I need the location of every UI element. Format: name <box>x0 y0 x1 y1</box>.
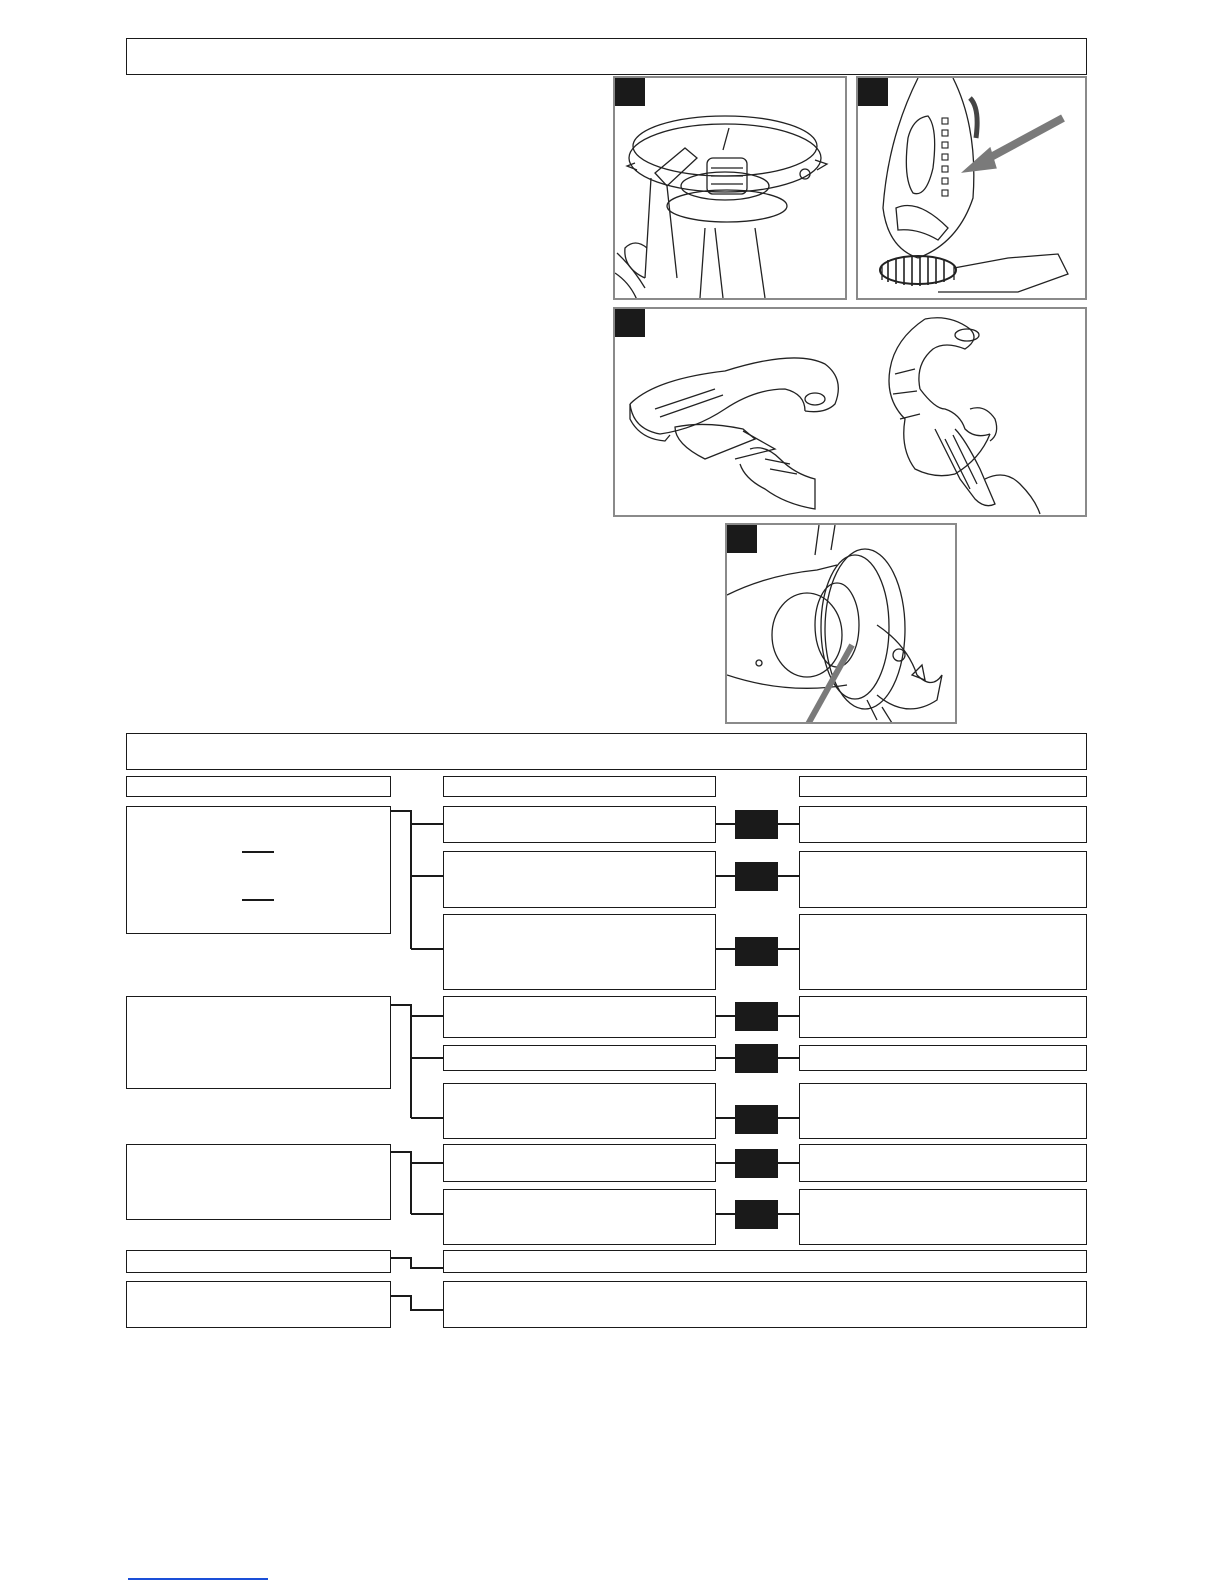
reference-code-badge <box>735 1149 778 1178</box>
remedy-cell <box>799 914 1087 990</box>
cause-cell <box>443 1045 716 1071</box>
reference-code-badge <box>735 1044 778 1073</box>
problem-cell <box>126 996 391 1089</box>
cause-cell <box>443 996 716 1038</box>
cause-cell <box>443 914 716 990</box>
reference-code-badge <box>735 1002 778 1031</box>
cause-cell <box>443 1144 716 1182</box>
reference-code-badge <box>735 810 778 839</box>
remedy-cell <box>799 1045 1087 1071</box>
footer-link[interactable] <box>128 1578 268 1580</box>
problem-cell <box>126 1281 391 1328</box>
reference-code-badge <box>735 1200 778 1229</box>
remedy-cell <box>799 1189 1087 1245</box>
underline-rule <box>242 851 274 853</box>
reference-code-badge <box>735 862 778 891</box>
problem-cell <box>126 1144 391 1220</box>
remedy-cell <box>799 806 1087 843</box>
cause-cell <box>443 1189 716 1245</box>
cause-cell <box>443 1083 716 1139</box>
remedy-cell <box>799 1144 1087 1182</box>
cause-cell <box>443 806 716 843</box>
remedy-cell <box>799 996 1087 1038</box>
wide-remedy-cell <box>443 1250 1087 1273</box>
underline-rule <box>242 899 274 901</box>
reference-code-badge <box>735 937 778 966</box>
cause-cell <box>443 851 716 908</box>
remedy-cell <box>799 1083 1087 1139</box>
reference-code-badge <box>735 1105 778 1134</box>
problem-cell <box>126 806 391 934</box>
wide-remedy-cell <box>443 1281 1087 1328</box>
problem-cell <box>126 1250 391 1273</box>
remedy-cell <box>799 851 1087 908</box>
